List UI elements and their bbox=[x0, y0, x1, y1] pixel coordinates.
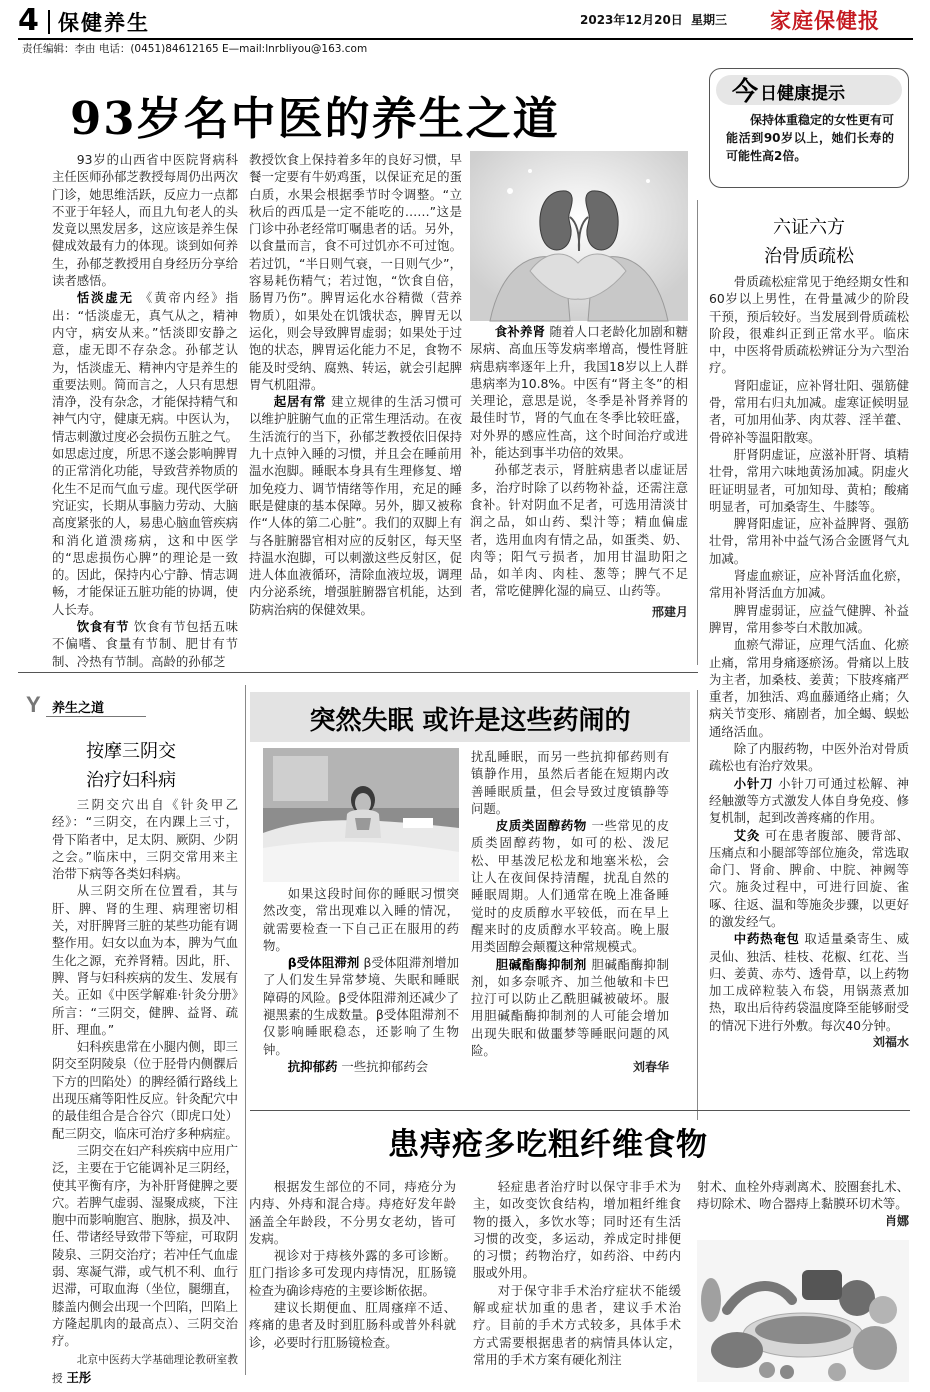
insomnia-photo bbox=[263, 748, 459, 882]
hemorrhoid-c1-p3: 建议长期便血、肛周瘙痒不适、疼痛的患者及时到肛肠科或普外科就诊，必要时行肛肠镜检查。 bbox=[249, 1300, 456, 1350]
header-rule bbox=[18, 38, 913, 40]
bone-p7: 血瘀气滞证，应理气活血、化瘀止痛，常用身痛逐瘀汤。骨痛以上肢为主者，加桑枝、姜黄；下肢疼痛严重者，加独活、鸡血藤通络止痛；久病关节变形、痛剧者，加全蝎、蜈蚣通络活血。 bbox=[709, 637, 909, 739]
kidney-hands-illustration bbox=[470, 151, 688, 321]
bone-p1: 骨质疏松症常见于绝经期女性和60岁以上男性，在骨量减少的阶段干预，预后较好。当发展到骨质疏松阶段，很难纠正到正常水平。临床中，中医将骨质疏松辨证分为六型治疗。 bbox=[709, 274, 909, 376]
insomnia-c2-p1: 扰乱睡眠，而另一些抗抑郁药则有镇静作用，虽然后者能在短期内改善睡眠质量，但会导致过度镇静等问题。 bbox=[471, 749, 669, 816]
main-column-2 bbox=[249, 151, 462, 661]
bone-p9: 小针刀 小针刀可通过松解、神经触激等方式激发人体自身免疫、修复机制，起到改善疼痛的作用。 bbox=[709, 775, 910, 826]
main-column-3 bbox=[470, 323, 688, 663]
bone-author: 刘福水 bbox=[872, 1035, 909, 1050]
editor-line: 责任编辑：李由 电话：(0451)84612165 E—mail:lnrbliyou@163.com bbox=[22, 43, 368, 55]
main-c1-p3: 饮食有节 饮食有节包括五味不偏嗜、食量有节制、肥甘有节制、冷热有节制。高龄的孙郁芝 bbox=[52, 619, 238, 669]
insomnia-c1-p2: β受体阻滞剂 β受体阻滞剂增加了人们发生异常梦境、失眠和睡眠障碍的风险。β受体阻滞剂还减少了褪黑素的生成数量。β受体阻滞剂不仅影响睡眠稳态，还影响了生物钟。 bbox=[263, 955, 459, 1057]
insomnia-c1-p3: 抗抑郁药 一些抗抑郁药会 bbox=[287, 1058, 429, 1074]
hemorrhoid-c1-p1: 根据发生部位的不同，痔疮分为内痔、外痔和混合痔。痔疮好发年龄涵盖全年龄段，不分男女老幼，皆可发病。 bbox=[249, 1179, 456, 1246]
main-c2-p2: 起居有常 建立规律的生活习惯可以维护脏腑气血的正常生理活动。在夜生活流行的当下，孙郁芝教授依旧保持九十点钟入睡的习惯，并且会在睡前用温水泡脚。睡眠本身具有生理修复、增加免疫力、调节情绪等作用，充足的睡眠是健康的基本保障。另外，脚又被称作“人体的第二心脏”。我们的双脚上有与各脏腑器官相对应的反射区，每天坚持温水泡脚，可以刺激这些反射区，促进人体血液循环，清除血液垃圾，调理内分泌系统，增强脏腑器官机能，达到防病治病的保健效果。 bbox=[249, 394, 463, 617]
fiber-food-photo bbox=[697, 1240, 909, 1382]
hemorrhoid-column-3 bbox=[697, 1178, 909, 1238]
hemorrhoid-c1-p2: 视诊对于痔核外露的多可诊断。肛门指诊多可发现内痔情况，肛肠镜检查为确诊痔疮的主要诊断依据。 bbox=[249, 1248, 456, 1298]
fiber-food-svg bbox=[697, 1240, 909, 1382]
health-tip-box bbox=[709, 68, 909, 188]
main-c3-p2: 孙郁芝表示，肾脏病患者以虚证居多，治疗时除了以药物补益，还需注意食补。针对阴血不足者，可选用清淡甘润之品，如山药、梨汁等；精血偏虚者，选用血肉有情之品，如蛋类、奶、肉等；阳气亏损者，加用甘温助阳之品，如羊肉、肉桂、葱等；脾气不足者，常吃健脾化湿的扁豆、山药等。 bbox=[470, 462, 688, 599]
main-headline: 93岁名中医的养生之道 bbox=[70, 92, 560, 145]
bone-title-line1: 六证六方 bbox=[773, 217, 845, 238]
hemorrhoid-column-1 bbox=[249, 1178, 456, 1374]
main-right-divider bbox=[697, 200, 698, 665]
insomnia-headline: 突然失眠 或许是这些药闹的 bbox=[309, 706, 631, 736]
column-tag-label: 养生之道 bbox=[52, 701, 105, 716]
column-tag bbox=[22, 694, 132, 718]
sanyin-p1: 三阴交穴出自《针灸甲乙经》：“三阴交，在内踝上三寸，骨下陷者中，足太阴、厥阴、少阴之会。”临床中，三阴交常用来主治带下病等各类妇科病。 bbox=[52, 797, 238, 882]
bone-title-line2: 治骨质疏松 bbox=[764, 246, 854, 267]
hemorrhoid-top-rule bbox=[250, 1110, 910, 1111]
sanyin-author-line: 北京中医药大学基础理论教研室教授 王彤 bbox=[52, 1353, 238, 1385]
issue-date: 2023年12月20日 bbox=[580, 13, 683, 27]
hemorrhoid-c2-p1: 轻症患者治疗时以保守非手术为主，如改变饮食结构，增加粗纤维食物的摄入，多饮水等；同时还有生活习惯的改变，多运动，养成定时排便的习惯；药物治疗，如药浴、中药内服或外用。 bbox=[473, 1179, 681, 1281]
paper-name: 家庭保健报 bbox=[770, 8, 880, 33]
bone-p2: 肾阳虚证，应补肾壮阳、强筋健骨，常用右归丸加减。虚寒证候明显者，可加用仙茅、肉苁蓉、淫羊藿、骨碎补等温阳散寒。 bbox=[709, 377, 909, 445]
bone-p6: 脾胃虚弱证，应益气健脾、补益脾胃，常用参苓白术散加减。 bbox=[709, 602, 909, 635]
sanyin-title-line1: 按摩三阴交 bbox=[86, 741, 176, 762]
bone-p11: 中药热奄包 取适量桑寄生、威灵仙、独活、桂枝、花椒、红花、当归、姜黄、赤芍、透骨草，以上药物加工成碎粒装入布袋，用锅蒸煮加热，取出后待药袋温度降至能够耐受的情况下进行外敷。每次40分钟。 bbox=[709, 931, 910, 1033]
main-column-1 bbox=[52, 151, 238, 669]
main-c1-p1: 93岁的山西省中医院肾病科主任医师孙郁芝教授每周仍出两次门诊，她思维活跃，反应力一点都不亚于年轻人，而且九旬老人的头发竟以黑发居多，这应该是养生保健成效最有力的体现。谈到如何养生，孙郁芝教授用自身经历分享给读者感悟。 bbox=[52, 152, 238, 289]
section-title: 保健养生 bbox=[58, 10, 150, 35]
sanyin-p4: 三阴交在妇产科疾病中应用广泛，主要在于它能调补足三阴经，使其平衡有序，为补肝肾健脾之要穴。若脾气虚弱、湿聚成痰，下注胞中而影响胞宫、胞脉，损及冲、任、带诸经导致带下等症，可取阴陵泉、三阴交治疗；若冲任气血虚弱、寒凝气滞，或气机不利、血行迟滞，可取血海（坐位，腿绷直，膝盖内侧会出现一个凹陷，凹陷上方隆起肌肉的最高点）、三阴交治疗。 bbox=[52, 1142, 238, 1349]
main-author: 邢建月 bbox=[651, 604, 688, 619]
tip-text: 保持体重稳定的女性更有可能活到90岁以上，她们长寿的可能性高2倍。 bbox=[726, 113, 895, 163]
main-c1-p2: 恬淡虚无 《黄帝内经》指出：“恬淡虚无，真气从之，精神内守，病安从来。”恬淡即安静之意，虚无即不存杂念。孙郁芝认为，恬淡虚无、精神内守是养生的重要法则。简而言之，人只有思想清净，没有杂念，才能保持精气和神气内守，健康无病。中医认为，情志刺激过度必会损伤五脏之气。如思虑过度，所思不遂会影响脾胃的正常消化功能，导致营养物质的化生不足而气血亏虚。现代医学研究证实，长期从事脑力劳动、大脑高度紧张的人，易患心脑血管疾病和消化道溃疡病，这和中医学的“思虑损伤心脾”的理论是一致的。因此，保持内心宁静、情志调畅，才能保证五脏功能的协调，使人长寿。 bbox=[52, 290, 238, 617]
hemorrhoid-c3-p1: 射术、血栓外痔剥离术、胶圈套扎术、痔切除术、吻合器痔上黏膜环切术等。 bbox=[697, 1179, 909, 1212]
main-c3-p1: 食补养肾 随着人口老龄化加剧和糖尿病、高血压等发病率增高，慢性肾脏病患病率逐年上升，我国18岁以上人群患病率为10.8%。中医有“肾主冬”的相关理论，意思是说，冬季是补肾养肾的最佳时节，肾的气血在冬季比较旺盛，对外界的感应性高，这个时间治疗或进补，能达到事半功倍的效果。 bbox=[470, 324, 688, 461]
insomnia-c2-p2: 皮质类固醇药物 一些常见的皮质类固醇药物，如可的松、泼尼松、甲基泼尼松龙和地塞米松，会让人在夜间保持清醒，扰乱自然的睡眠周期。人们通常在晚上准备睡觉时的皮质醇水平较低，而在早上醒来时的皮质醇水平较高。晚上服用类固醇会颠覆这种常规模式。 bbox=[471, 818, 670, 955]
insomnia-right-divider bbox=[697, 690, 698, 1120]
sanyin-title-line2: 治疗妇科病 bbox=[86, 770, 176, 791]
sanyin-p3: 妇科疾患常在小腿内侧，即三阴交至阴陵泉（位于胫骨内侧髁后下方的凹陷处）的脾经循行路线上出现压痛等阳性反应。针灸配穴中的最佳组合是合谷穴（即虎口处）配三阴交，临床可治疗多种病症。 bbox=[52, 1039, 238, 1141]
sanyin-body bbox=[52, 796, 238, 1385]
insomnia-photo-svg bbox=[263, 748, 459, 882]
hemorrhoid-column-2 bbox=[473, 1178, 681, 1374]
bone-p3: 肝肾阴虚证，应滋补肝肾、填精壮骨，常用六味地黄汤加减。阴虚火旺证明显者，可加知母、黄柏；酸痛明显者，可加桑寄生、牛膝等。 bbox=[709, 446, 909, 514]
insomnia-author: 刘春华 bbox=[632, 1060, 669, 1075]
hemorrhoid-headline: 患痔疮多吃粗纤维食物 bbox=[388, 1127, 708, 1163]
left-column-divider bbox=[245, 685, 246, 1375]
column-tag-underline bbox=[46, 716, 146, 717]
sanyin-p2: 从三阴交所在位置看，其与肝、脾、肾的生理、病理密切相关，对肝脾肾三脏的某些功能有调整作用。妇女以血为本，脾为气血生化之源，充养肾精。因此，肝、脾、肾与妇科疾病的发生、发展有关。正如《中医学解难·针灸分册》所言：“三阴交，健脾、益肾、疏肝、理血。” bbox=[52, 883, 238, 1037]
bone-p4: 脾肾阳虚证，应补益脾肾、强筋壮骨，常用补中益气汤合金匮肾气丸加减。 bbox=[709, 516, 909, 566]
sanyin-author: 王彤 bbox=[66, 1369, 92, 1385]
bone-p8: 除了内服药物，中医外治对骨质疏松也有治疗效果。 bbox=[709, 741, 909, 774]
page-number: 4 bbox=[18, 3, 39, 38]
issue-weekday: 星期三 bbox=[691, 13, 728, 27]
bone-p5: 肾虚血瘀证，应补肾活血化瘀，常用补肾活血方加减。 bbox=[709, 568, 909, 601]
column-tag-y-icon: Y bbox=[26, 692, 41, 717]
tip-title-rest: 日健康提示 bbox=[760, 84, 845, 104]
main-bottom-rule bbox=[18, 672, 698, 673]
tip-title-first-char: 今 bbox=[732, 77, 759, 107]
bone-body bbox=[709, 273, 909, 1303]
header-divider bbox=[48, 10, 50, 34]
insomnia-c2-p3: 胆碱酯酶抑制剂 胆碱酯酶抑制剂，如多奈哌齐、加兰他敏和卡巴拉汀可以防止乙酰胆碱被破坏。服用胆碱酯酶抑制剂的人可能会增加出现失眠和做噩梦等睡眠问题的风险。 bbox=[471, 956, 670, 1059]
kidney-hands-svg bbox=[470, 151, 688, 321]
hemorrhoid-author: 肖娜 bbox=[884, 1213, 909, 1228]
insomnia-c1-p1: 如果这段时间你的睡眠习惯突然改变，常出现难以入睡的情况，就需要检查一下自己正在服用的药物。 bbox=[263, 886, 459, 953]
bone-p10: 艾灸 可在患者腹部、腰背部、压痛点和小腿部等部位施灸，常选取命门、肾俞、脾俞、中脘、神阙等穴。施灸过程中，可进行回旋、雀啄、往返、温和等施灸步骤，以更好的激发经气。 bbox=[709, 827, 910, 929]
hemorrhoid-c2-p2: 对于保守非手术治疗症状不能缓解或症状加重的患者，建议手术治疗。目前的手术方式较多，具体手术方式需要根据患者的病情具体认定，常用的手术方案有硬化剂注 bbox=[473, 1282, 681, 1367]
main-c2-p1: 教授饮食上保持着多年的良好习惯，早餐一定要有牛奶鸡蛋，以保证充足的蛋白质，水果会根据季节时令调整。“立秋后的西瓜是一定不能吃的……”这是门诊中孙老经常叮嘱患者的话。另外，以食量而言，食不可过饥亦不可过饱。若过饥，“半日则气衰，一日则气少”，容易耗伤精气；若过饱，“饮食自倍，肠胃乃伤”。脾胃运化水谷精微（营养物质），如果处在饥饿状态，脾胃无以运化，则会导致脾胃虚弱；如果处于过饱的状态，脾胃运化能力不足，食物不能及时受纳、腐熟、转运，就会引起脾胃气机阻滞。 bbox=[249, 152, 462, 392]
